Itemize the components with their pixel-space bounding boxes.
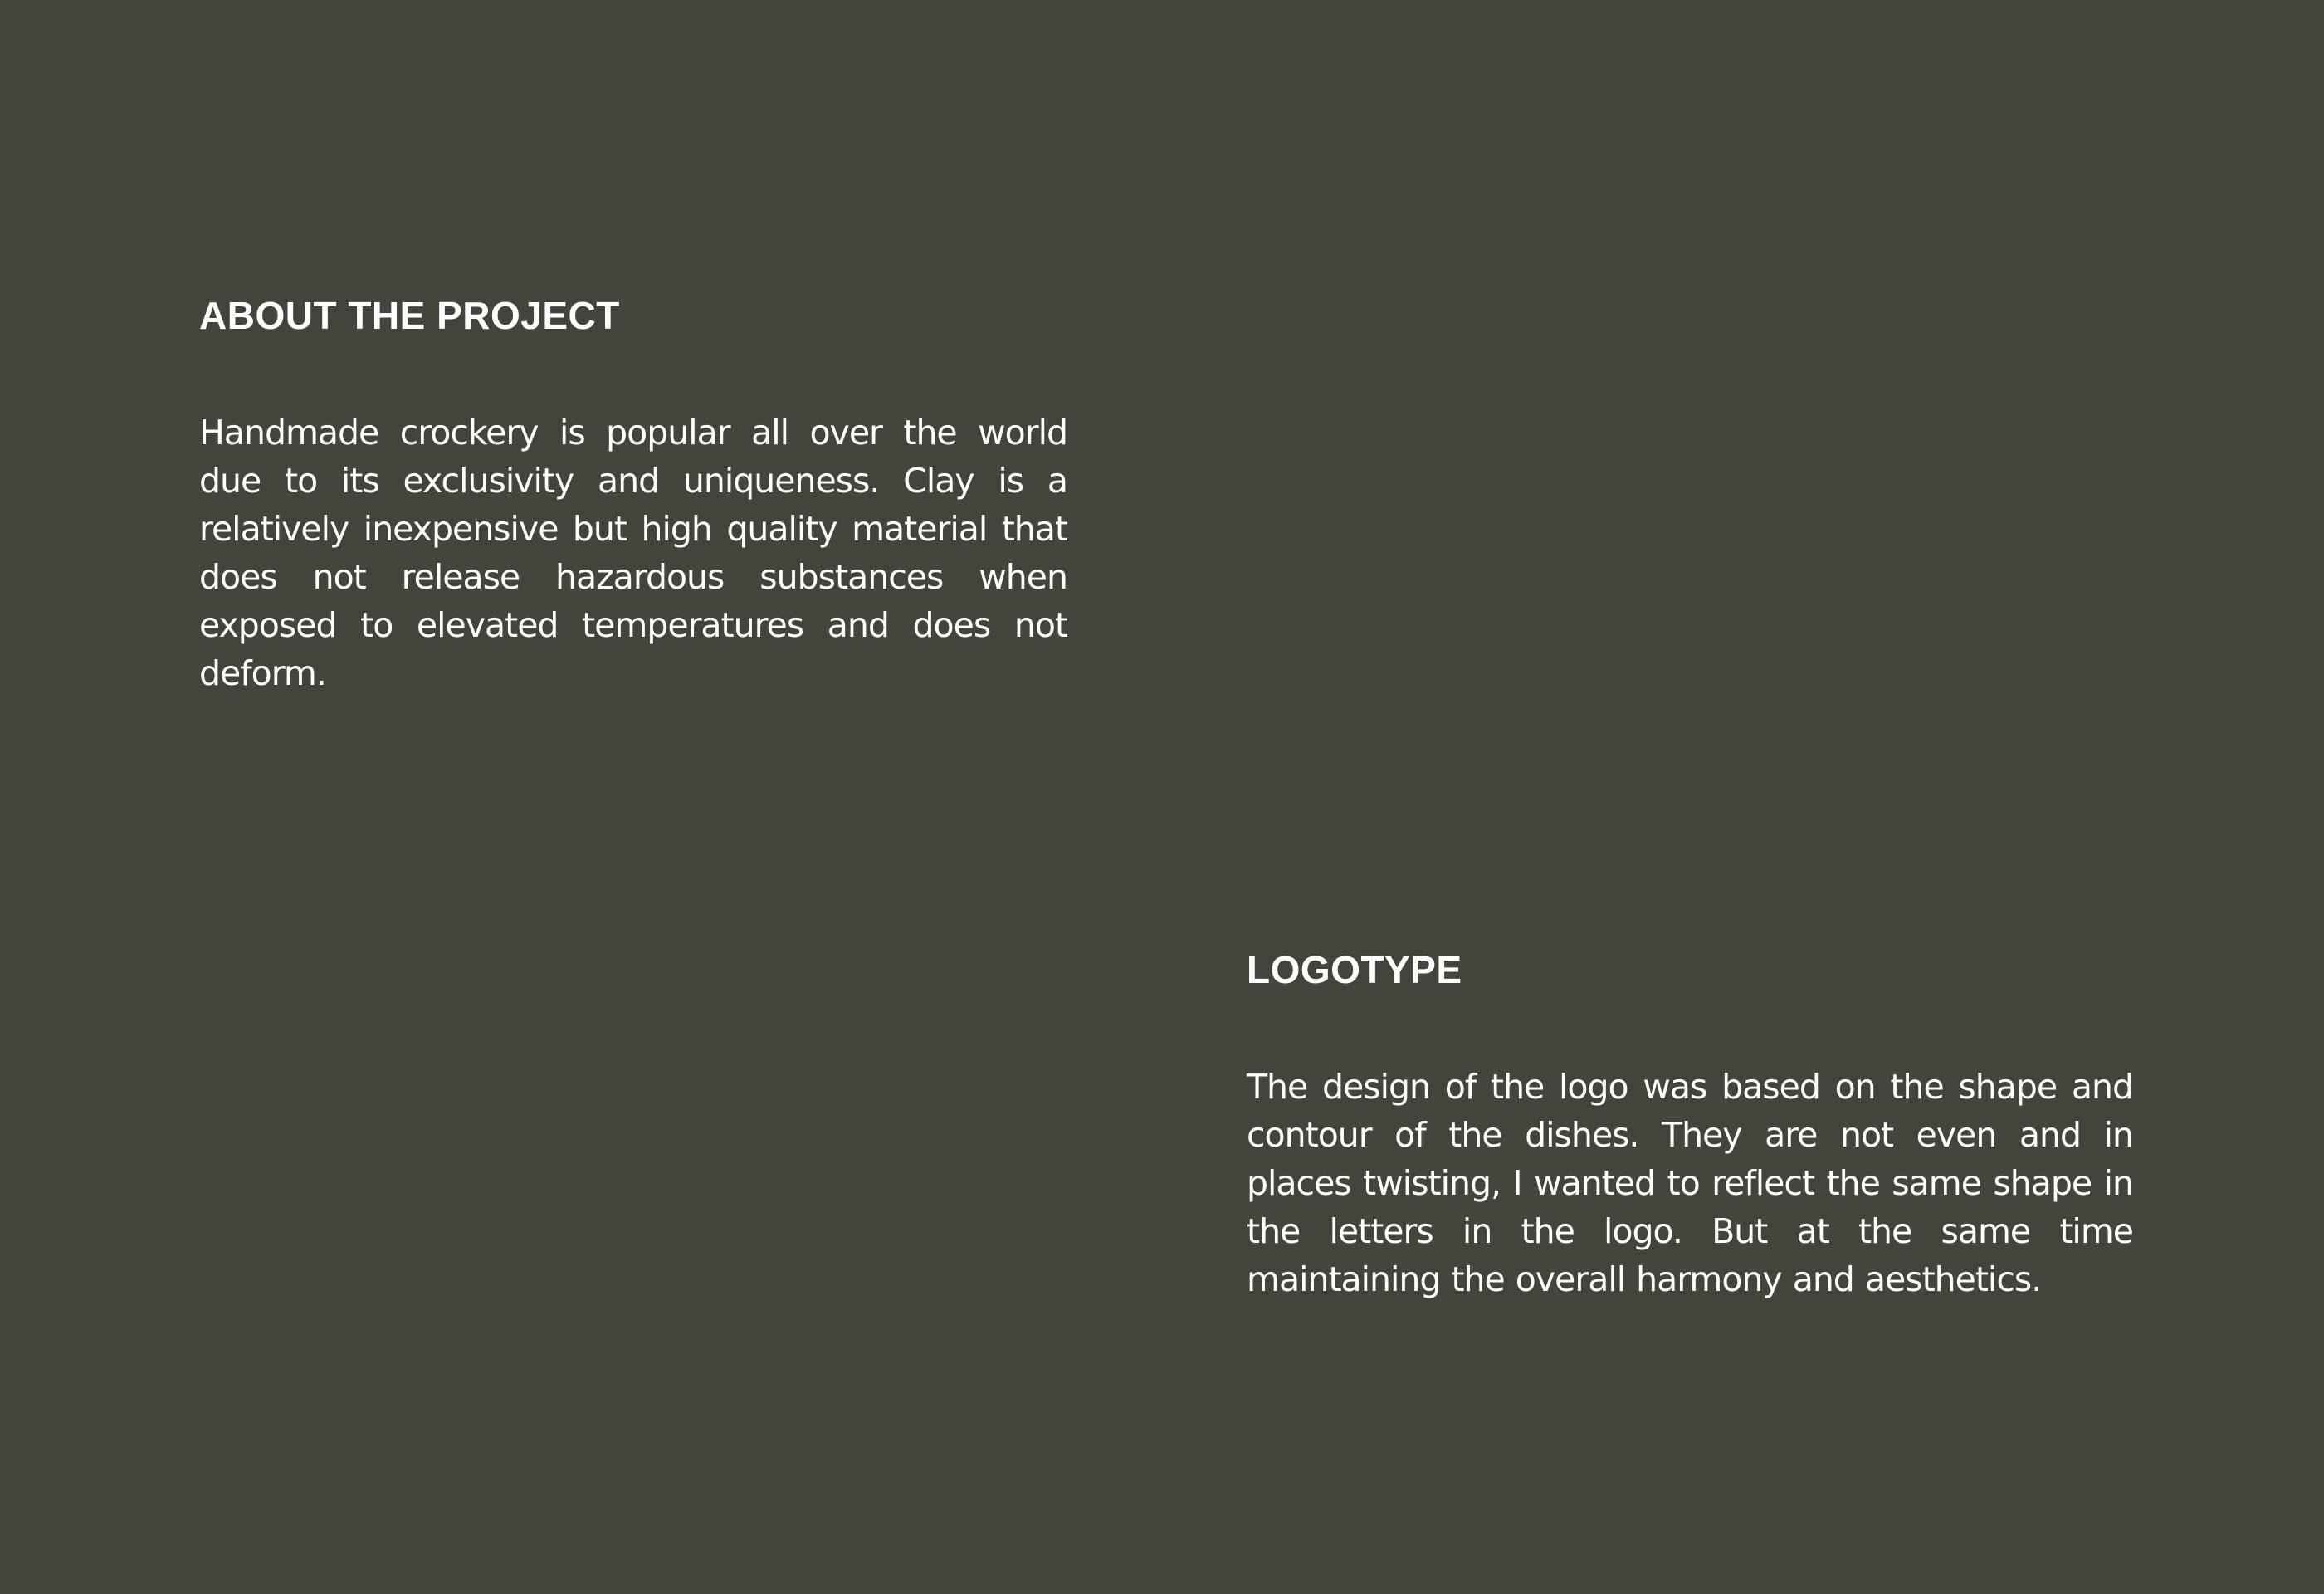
about-section: [199, 291, 1067, 697]
logotype-section: [1247, 945, 2133, 1303]
logotype-body-text: The design of the logo was based on the shape and contour of the dishes. They are not even and in places twisting, I wanted to reflect the same shape in the letters in the logo. But at the same time maintaining the overall harmony and aesthetics.: [1247, 1067, 2133, 1299]
about-heading: ABOUT THE PROJECT: [199, 294, 620, 337]
about-body-text: Handmade crockery is popular all over the world due to its exclusivity and uniqueness. Clay is a relatively inexpensive but high quality material that does not release hazardous substances when exposed to elevated temperatures and does not deform.: [199, 413, 1067, 693]
logotype-heading: LOGOTYPE: [1247, 948, 1462, 991]
